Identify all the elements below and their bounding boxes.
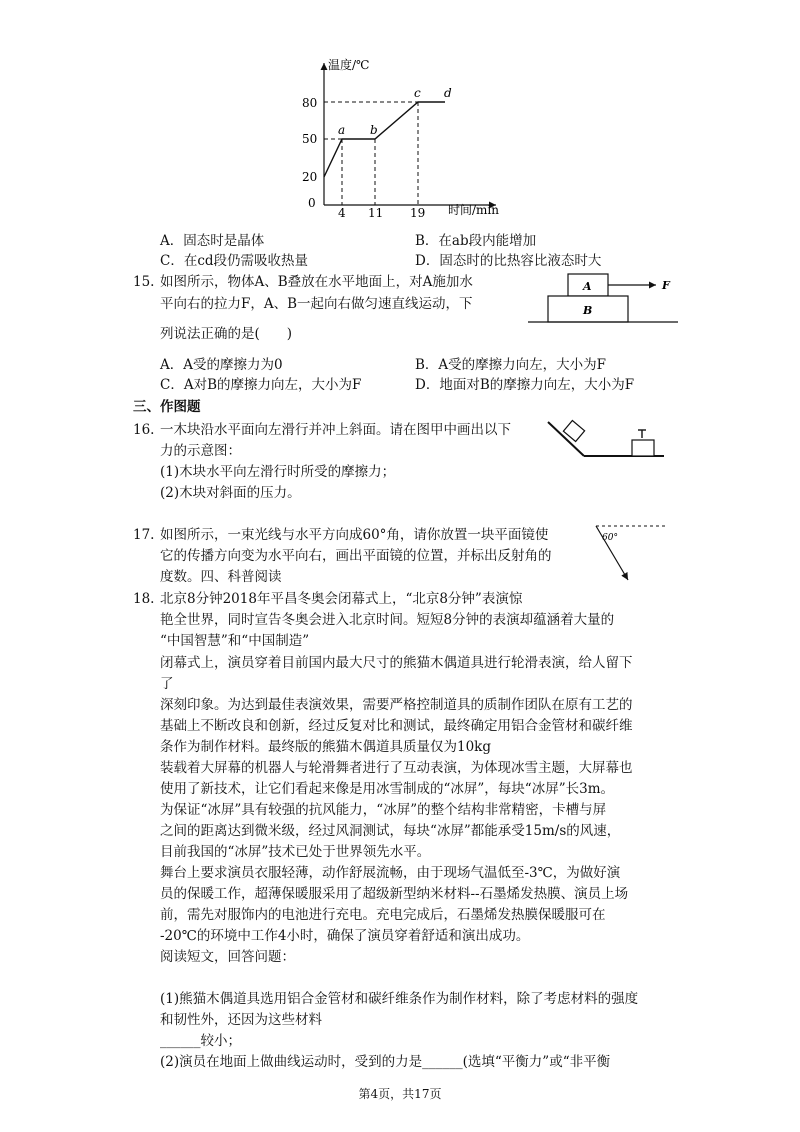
q18-line: 舞台上要求演员衣服轻薄，动作舒展流畅，由于现场气温低至-3℃，为做好演 xyxy=(160,865,621,881)
page-footer: 第4页，共17页 xyxy=(358,1087,442,1101)
q15-line1: 如图所示，物体A、B叠放在水平地面上，对A施加水 xyxy=(160,274,473,290)
x-tick-4: 4 xyxy=(338,206,346,220)
q16-line4: (2)木块对斜面的压力。 xyxy=(160,485,301,501)
x-tick-11: 11 xyxy=(368,206,384,220)
q14-option-a: A．固态时是晶体 xyxy=(160,233,265,249)
q18-line: 员的保暖工作，超薄保暖服采用了超级新型纳米材料--石墨烯发热膜、演员上场 xyxy=(160,886,629,902)
q18-line: 闭幕式上，演员穿着目前国内最大尺寸的熊猫木偶道具进行轮滑表演，给人留下 xyxy=(160,655,633,671)
q15-line2: 平向右的拉力F，A、B一起向右做匀速直线运动，下 xyxy=(160,296,473,312)
q18-line: 装载着大屏幕的机器人与轮滑舞者进行了互动表演，为体现冰雪主题，大屏幕也 xyxy=(160,760,633,776)
q17-line3: 度数。四、科普阅读 xyxy=(160,569,282,585)
point-c: c xyxy=(414,86,421,100)
q18-line: 使用了新技术，让它们看起来像是用冰雪制成的“冰屏”，每块“冰屏”长3m。 xyxy=(160,781,614,797)
q18-line: 和韧性外，还因为这些材料 xyxy=(160,1012,322,1028)
q15-number: 15. xyxy=(133,274,155,290)
q17-line1: 如图所示，一束光线与水平方向成60°角，请你放置一块平面镜使 xyxy=(160,527,549,543)
q17-number: 17. xyxy=(133,527,155,543)
q18-line: (1)熊猫木偶道具选用铝合金管材和碳纤维条作为制作材料，除了考虑材料的强度 xyxy=(160,991,639,1007)
y-tick-50: 50 xyxy=(302,132,318,146)
x-tick-19: 19 xyxy=(410,206,426,220)
block-on-floor xyxy=(632,440,654,456)
y-tick-20: 20 xyxy=(302,170,318,184)
q14-option-d: D．固态时的比热容比液态时大 xyxy=(415,253,602,269)
q18-number: 18. xyxy=(133,591,155,607)
q18-line: 条作为制作材料。最终版的熊猫木偶道具质量仅为10kg xyxy=(160,739,491,755)
y-tick-80: 80 xyxy=(302,96,318,110)
incline-block-figure xyxy=(546,418,666,462)
q18-line: 阅读短文，回答问题： xyxy=(160,949,295,965)
point-b: b xyxy=(370,123,378,137)
label-a: A xyxy=(583,280,592,293)
label-b: B xyxy=(583,304,593,317)
label-f: F xyxy=(662,279,670,292)
q14-option-b: B．在ab段内能增加 xyxy=(415,233,537,249)
q15-option-c: C．A对B的摩擦力向左，大小为F xyxy=(160,377,362,393)
point-d: d xyxy=(444,86,452,100)
temperature-curve xyxy=(324,102,445,177)
q16-line3: (1)木块水平向左滑行时所受的摩擦力； xyxy=(160,464,396,480)
graph-ylabel: 温度/℃ xyxy=(328,58,370,72)
q18-line: 为保证“冰屏”具有较强的抗风能力，“冰屏”的整个结构非常精密，卡槽与屏 xyxy=(160,802,607,818)
q18-line: 基础上不断改良和创新，经过反复对比和测试，最终确定用铝合金管材和碳纤维 xyxy=(160,718,633,734)
q18-line: 前，需先对服饰内的电池进行充电。充电完成后，石墨烯发热膜保暖服可在 xyxy=(160,907,606,923)
graph-origin: 0 xyxy=(308,196,316,210)
q15-option-d: D．地面对B的摩擦力向左，大小为F xyxy=(415,377,635,393)
q18-line: 目前我国的“冰屏”技术已处于世界领先水平。 xyxy=(160,844,431,860)
q18-line: 北京8分钟2018年平昌冬奥会闭幕式上，“北京8分钟”表演惊 xyxy=(160,591,523,607)
q14-option-c: C．在cd段仍需吸收热量 xyxy=(160,253,309,269)
point-a: a xyxy=(338,123,346,137)
q16-line1: 一木块沿水平面向左滑行并冲上斜面。请在图甲中画出以下 xyxy=(160,422,511,438)
q18-line: 之间的距离达到微米级，经过风洞测试，每块“冰屏”都能承受15m/s的风速， xyxy=(160,823,621,839)
q16-line2: 力的示意图： xyxy=(160,443,241,459)
q16-number: 16. xyxy=(133,422,155,438)
q18-line: (2)演员在地面上做曲线运动时，受到的力是______(选填“平衡力”或“非平衡 xyxy=(160,1054,611,1070)
temperature-time-graph xyxy=(300,55,510,220)
q18-line: ______较小； xyxy=(160,1033,241,1049)
q18-line: “中国智慧”和“中国制造” xyxy=(160,633,310,649)
q17-line2: 它的传播方向变为水平向右，画出平面镜的位置，并标出反射角的 xyxy=(160,548,552,564)
light-ray-figure xyxy=(592,520,672,586)
q18-line: 深刻印象。为达到最佳表演效果，需要严格控制道具的质制作团队在原有工艺的 xyxy=(160,697,633,713)
section-3-heading: 三、作图题 xyxy=(133,399,201,415)
q15-option-b: B．A受的摩擦力向左，大小为F xyxy=(415,357,607,373)
angle-label: 60° xyxy=(602,533,618,543)
q18-line: 了 xyxy=(160,676,174,692)
q15-option-a: A．A受的摩擦力为0 xyxy=(160,357,283,373)
q15-line3: 列说法正确的是( ) xyxy=(160,326,293,342)
q18-line: 艳全世界，同时宣告冬奥会进入北京时间。短短8分钟的表演却蕴涵着大量的 xyxy=(160,612,615,628)
q18-line: -20℃的环境中工作4小时，确保了演员穿着舒适和演出成功。 xyxy=(160,928,530,944)
graph-xlabel: 时间/min xyxy=(448,203,499,217)
stacked-blocks-figure xyxy=(528,270,678,332)
